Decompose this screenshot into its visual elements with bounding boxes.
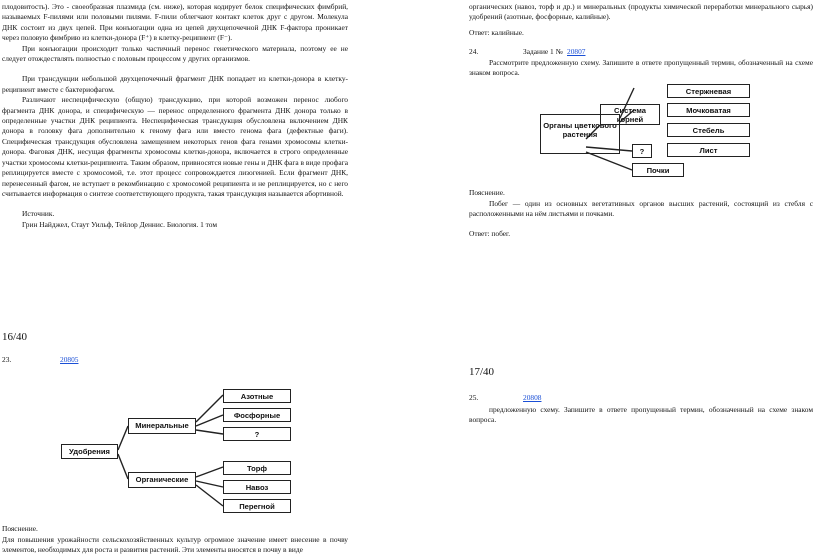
organic-item-1: Торф [223,461,291,475]
page-number-right: 17/40 [469,366,495,378]
mineral-item-3: ? [223,427,291,441]
source-label: Источник. [22,209,55,219]
explanation-label-right: Пояснение. [469,188,505,197]
task-24-link[interactable]: 20807 [567,47,586,56]
answer-potassium: Ответ: калийные. [469,28,524,37]
taproot-box: Стержневая [667,84,750,98]
explanation-text-left: Для повышения урожайности сельскохозяйственных культур огромное значение имеет внесение в почву элементов, необходимых для роста и развития растений. Эти элементы вносятся в почву в виде [2,535,348,555]
task-23-number: 23. [2,355,12,364]
task-24-text: Рассмотрите предложенную схему. Запишите в ответе пропущенный термин, обозначенный на схеме знаком вопроса. [469,58,813,78]
explanation-label-left: Пояснение. [2,524,38,533]
fertilizers-root-box: Удобрения [61,444,118,459]
organic-box: Органические [128,472,196,488]
right-top-text: органических (навоз, торф и др.) и минеральных (продукты химической переработки минерального сырья) удобрений (азотные, фосфорные, калийные). [469,2,813,22]
plant-organs-root-box: Органы цветкового растения [540,114,620,154]
paragraph-f-factor: плодовитость). Это - своеобразная плазмида (см. ниже), которая кодирует белок специфических фимбрий, называемых F-пилями или половыми пилями. F-пили облегчают контакт клеток друг с другом. Молекула ДНК состоит из двух цепей. При конъюгации одна из цепей двухцепочечной ДНК F-фактора проникает через половую фимбрию из клетки-донора (F⁺) в клетку-реципиент (F⁻). [2,2,348,43]
task-25-text: предложенную схему. Запишите в ответе пропущенный термин, обозначенный на схеме знаком вопроса. [469,405,813,425]
task-23-link[interactable]: 20805 [60,355,79,364]
task-25-number: 25. [469,393,479,402]
mineral-item-2: Фосфорные [223,408,291,422]
paragraph-transduction: При трансдукции небольшой двухцепочечный фрагмент ДНК попадает из клетки-донора в клетку-реципиент вместе с бактериофагом. [2,74,348,94]
fibrous-root-box: Мочковатая [667,103,750,117]
task-25-link[interactable]: 20808 [523,393,542,402]
stem-box: Стебель [667,123,750,137]
task-24-prefix: Задание 1 № [523,47,563,56]
paragraph-transduction-types: Различают неспецифическую (общую) трансдукцию, при которой возможен перенос любого фрагмента ДНК донора, и специфическую — перенос определенного фрагмента ДНК донора только в определенные участки ДНК реципиента. Неспецифическая трансдукция обусловлена включением ДНК донора в головку фага дополнительно к геному фага или вместо генома фага (дефектные фаги). Специфическая трансдукция обусловлена замещением некоторых генов фага генами хромосомы клетки-донора. Фаговая ДНК, несущая фрагменты хромосомы клетки-донора, включается в строго определенные участки хромосомы клетки-реципиента. Таким образом, привносятся новые гены и ДНК фага в виде профага реплицируется вместе с хромосомой, т.е. этот процесс сопровождается лизогенией. Если фрагмент ДНК, перенесенный фагом, не вступает в рекомбинацию с хромосомой реципиента и не реплицируется, но с него считывается информация о синтезе соответствующего продукта, такая трансдукция называется абортивной. [2,95,348,198]
mineral-item-1: Азотные [223,389,291,403]
paragraph-conjugation: При конъюгации происходит только частичный перенос генетического материала, поэтому ее не следует отождествлять полностью с половым процессом у других организмов. [2,43,348,64]
organic-item-2: Навоз [223,480,291,494]
mineral-box: Минеральные [128,418,196,434]
question-box: ? [632,144,652,158]
root-system-box: Система корней [600,104,660,125]
leaf-box: Лист [667,143,750,157]
answer-shoot: Ответ: побег. [469,229,511,238]
explanation-text-right: Побег — один из основных вегетативных органов высших растений, состоящий из стебля с расположенными на нём листьями и почками. [469,199,813,219]
organic-item-3: Перегной [223,499,291,513]
task-24-number: 24. [469,47,479,56]
page-number-left: 16/40 [2,331,28,343]
buds-box: Почки [632,163,684,177]
source-text: Грин Найджел, Стаут Уильф, Тейлор Деннис. Биология. 1 том [22,219,217,229]
